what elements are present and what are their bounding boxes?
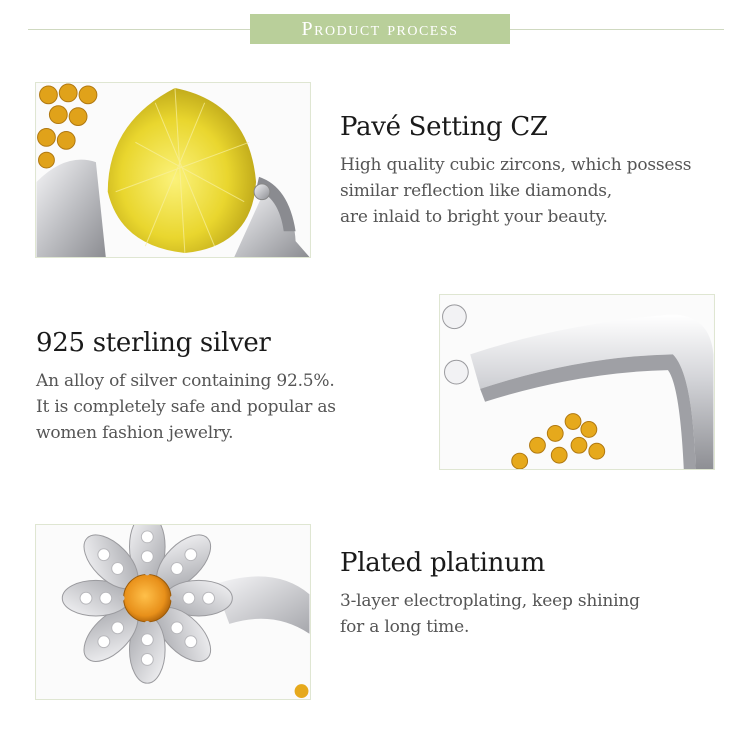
feature-plated-platinum	[340, 548, 640, 640]
feature-sterling-silver	[36, 328, 336, 446]
daisy-flower-ring-icon	[36, 525, 310, 699]
product-photo-sterling-silver	[439, 294, 715, 470]
feature-line: women fashion jewelry.	[36, 423, 234, 443]
feature-line: for a long time.	[340, 617, 470, 637]
product-photo-pave-setting	[35, 82, 311, 258]
feature-line: It is completely safe and popular as	[36, 397, 336, 417]
feature-line: An alloy of silver containing 92.5%.	[36, 371, 335, 391]
feature-title: Plated platinum	[340, 548, 545, 578]
feature-line: High quality cubic zircons, which possess	[340, 155, 692, 175]
section-header-title: Product process	[301, 17, 459, 40]
feature-title: Pavé Setting CZ	[340, 112, 548, 142]
feature-pave-setting	[340, 112, 691, 230]
feature-title: 925 sterling silver	[36, 328, 271, 358]
header-divider-left	[28, 29, 250, 30]
product-photo-plated-platinum	[35, 524, 311, 700]
yellow-teardrop-zircon-ring-icon	[36, 83, 310, 257]
feature-line: are inlaid to bright your beauty.	[340, 207, 608, 227]
section-header	[250, 14, 510, 44]
silver-ring-band-icon	[440, 295, 714, 469]
feature-line: 3-layer electroplating, keep shining	[340, 591, 640, 611]
header-divider-right	[510, 29, 724, 30]
feature-line: similar reflection like diamonds,	[340, 181, 612, 201]
